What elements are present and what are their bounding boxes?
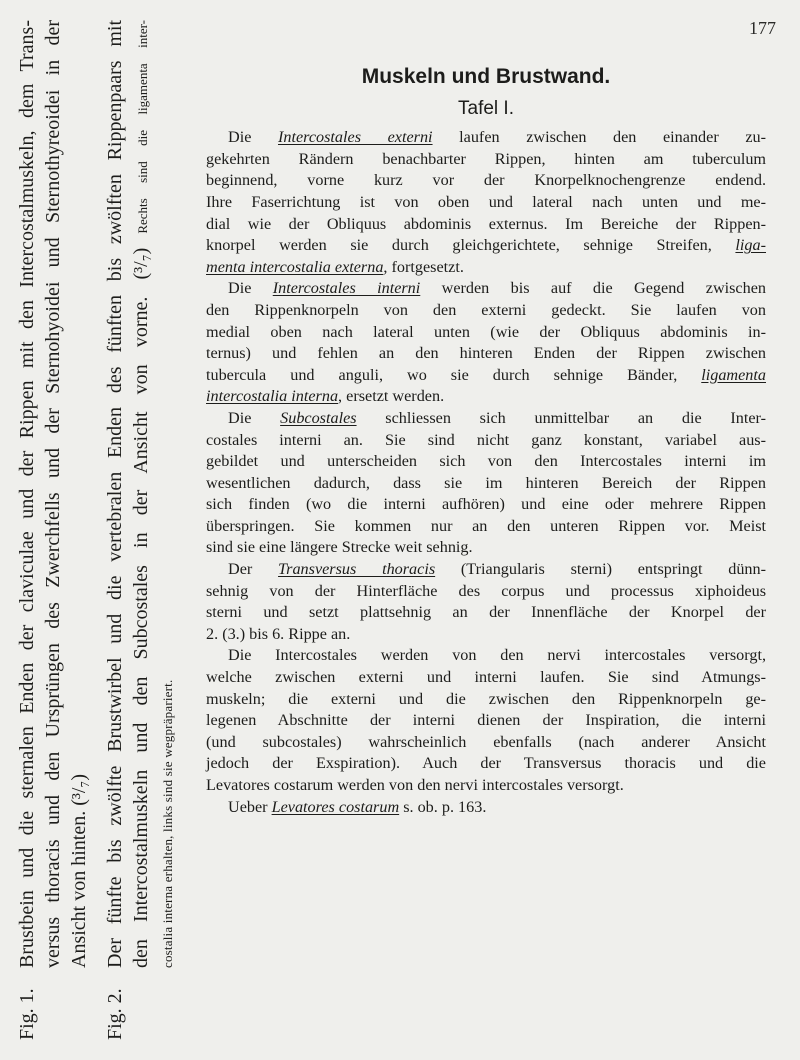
figure-1-label: Fig. 1. xyxy=(16,988,38,1040)
emphasized-term: Subcostales xyxy=(280,408,357,427)
text-line: überspringen. Sie kommen nur an den unteren Rippen vor. Meist xyxy=(206,516,766,535)
figure-2-label: Fig. 2. xyxy=(104,988,126,1040)
figure-2-note: costalia interna erhalten, links sind sie wegpräpariert. xyxy=(160,679,175,968)
text-line: gebildet und unterscheiden sich von den Intercostales interni im xyxy=(206,452,766,471)
text-line: (und subcostales) wahrscheinlich ebenfalls (nach anderer Ansicht xyxy=(206,732,766,751)
paragraph xyxy=(206,408,766,559)
text-line: menta intercostalia externa, fortgesetzt. xyxy=(206,257,464,276)
figure-1-line-2: versus thoracis und den Ursprüngen des Zwerchfells und der Sternohyoidei und Sternothyreoidei in der xyxy=(42,20,64,968)
figure-2-caption xyxy=(102,20,180,1040)
emphasized-term: menta intercostalia externa xyxy=(206,257,384,276)
figure-2-line-1: Der fünfte bis zwölfte Brustwirbel und die vertebralen Enden des fünften bis zwölften Rippenpaars mit xyxy=(104,20,126,968)
paragraph xyxy=(206,559,766,645)
figure-1-line-3: Ansicht von hinten. (³/₇) xyxy=(68,773,90,968)
text-line: welche zwischen externi und interni laufen. Sie sind Atmungs- xyxy=(206,668,766,687)
text-line: knorpel werden sie durch gleichgerichtete, sehnige Streifen, liga- xyxy=(206,236,766,255)
page-number: 177 xyxy=(749,18,776,38)
text-line: ternus) und fehlen an den hinteren Enden der Rippen zwischen xyxy=(206,344,766,363)
figure-2-note-start: Rechts sind die ligamenta inter- xyxy=(135,20,150,234)
text-line: Die Intercostales externi laufen zwischen den einander zu- xyxy=(228,128,766,147)
text-line: Die Intercostales interni werden bis auf die Gegend zwischen xyxy=(228,279,766,298)
text-line: Der Transversus thoracis (Triangularis sterni) entspringt dünn- xyxy=(228,560,767,579)
text-line: sterni und setzt plattsehnig an der Innenfläche der Knorpel der xyxy=(206,603,766,622)
text-line: den Rippenknorpeln von den externi gedeckt. Sie laufen von xyxy=(206,300,766,319)
main-text-column xyxy=(206,66,766,818)
emphasized-term: ligamenta xyxy=(701,365,766,384)
section-title: Muskeln und Brustwand. xyxy=(361,65,611,88)
text-line: medial oben nach lateral unten (wie der Obliquus abdominis in- xyxy=(206,322,766,341)
text-line: sich finden (wo die interni aufhören) und eine oder mehrere Rippen xyxy=(206,495,766,514)
text-line: intercostalia interna, ersetzt werden. xyxy=(206,387,445,406)
emphasized-term: Intercostales interni xyxy=(272,279,421,298)
text-line: dial wie der Obliquus abdominis externus. Im Bereiche der Rippen- xyxy=(206,214,766,233)
text-line: legenen Abschnitte der interni dienen der Inspiration, die interni xyxy=(206,711,766,730)
paragraph xyxy=(206,645,766,796)
paragraphs xyxy=(206,127,766,818)
figure-1-line-1: Brustbein und die sternalen Enden der claviculae und der Rippen mit den Intercostalmuskeln, dem Trans- xyxy=(16,20,38,968)
emphasized-term: Intercostales externi xyxy=(277,128,433,147)
text-line: wesentlichen dadurch, dass sie im hinteren Bereich der Rippen xyxy=(206,473,766,492)
emphasized-term: Levatores costarum xyxy=(271,797,400,816)
text-line: jedoch der Exspiration). Auch der Transversus thoracis und die xyxy=(206,754,766,773)
paragraph xyxy=(206,127,766,278)
text-line: Die Intercostales werden von den nervi intercostales versorgt, xyxy=(228,646,766,665)
text-line: gekehrten Rändern benachbarter Rippen, hinten am tuberculum xyxy=(206,149,766,168)
text-line: Die Subcostales schliessen sich unmittelbar an die Inter- xyxy=(228,408,767,427)
figure-2-line-2 xyxy=(128,20,156,968)
emphasized-term: Transversus thoracis xyxy=(278,560,436,579)
figure-1-caption xyxy=(14,20,92,1040)
text-line: sehnig von der Hinterfläche des corpus und processus xiphoideus xyxy=(206,581,766,600)
emphasized-term: intercostalia interna xyxy=(206,387,339,406)
paragraph xyxy=(206,797,766,819)
text-line: Levatores costarum werden von den nervi intercostales versorgt. xyxy=(206,776,624,794)
figure-2-line-2-text: den Intercostalmuskeln und den Subcostales in der Ansicht von vorne. (³/₇) xyxy=(130,247,152,968)
plate-subtitle: Tafel I. xyxy=(458,97,514,119)
text-line: Ueber Levatores costarum s. ob. p. 163. xyxy=(228,797,487,816)
text-line: Ihre Faserrichtung ist von oben und lateral nach unten und me- xyxy=(206,192,766,211)
paragraph xyxy=(206,278,766,408)
text-line: beginnend, vorne kurz vor der Knorpelknochengrenze endend. xyxy=(206,171,766,190)
text-line: 2. (3.) bis 6. Rippe an. xyxy=(206,624,351,643)
text-line: sind sie eine längere Strecke weit sehnig. xyxy=(206,538,473,557)
text-line: tubercula und anguli, wo sie durch sehnige Bänder, ligamenta xyxy=(206,365,766,384)
emphasized-term: liga- xyxy=(735,236,766,255)
text-line: muskeln; die externi und die zwischen den Rippenknorpeln ge- xyxy=(206,689,766,708)
text-line: costales interni an. Sie sind nicht ganz konstant, variabel aus- xyxy=(206,430,766,449)
figure-captions xyxy=(14,20,204,1040)
